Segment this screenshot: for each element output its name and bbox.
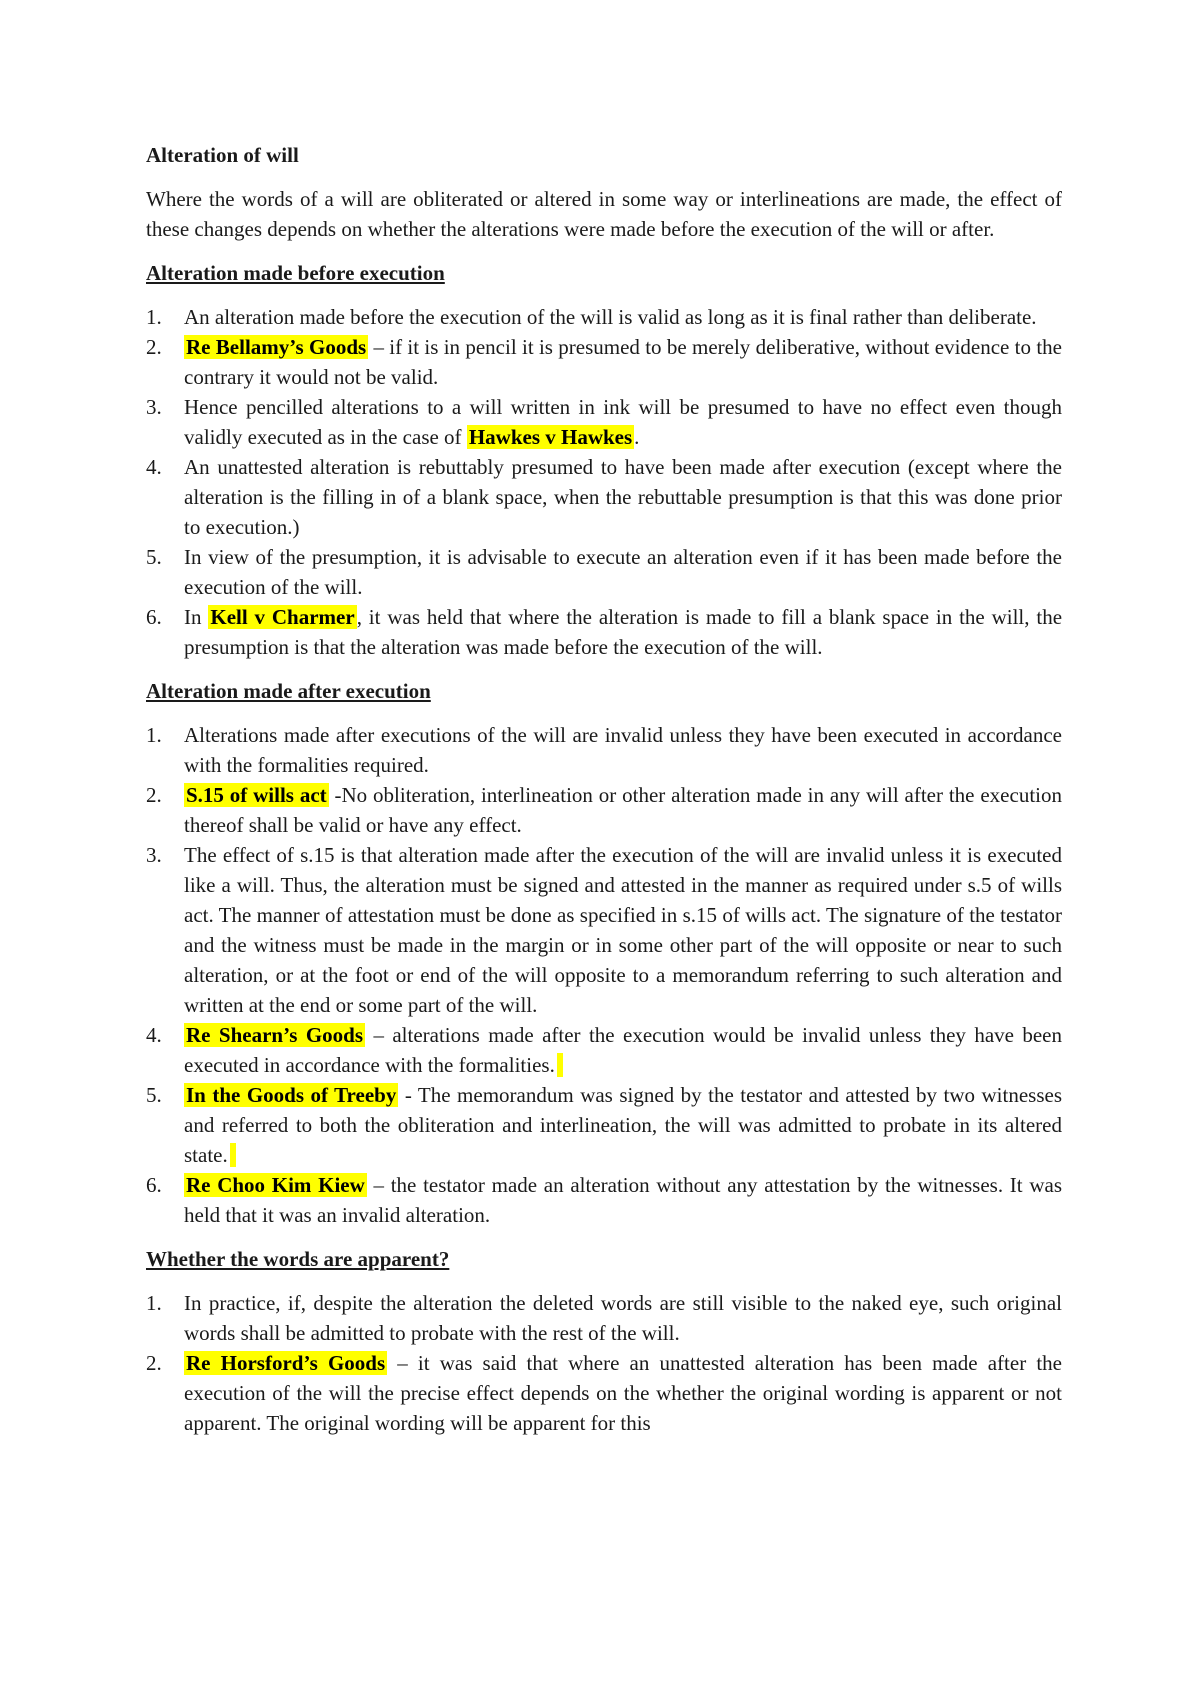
list-item	[146, 392, 1062, 452]
list-number: 5.	[146, 545, 162, 569]
document-page	[146, 140, 1062, 1452]
item-text: Hence pencilled alterations to a will written in ink will be presumed to have no effect even though validly executed as in the case of	[184, 395, 1062, 449]
list-item	[146, 602, 1062, 662]
case-name-highlight: Re Bellamy’s Goods	[186, 335, 367, 359]
highlight-marker	[557, 1053, 563, 1077]
highlight-marker	[230, 1143, 236, 1167]
section-heading-words-apparent: Whether the words are apparent?	[146, 1247, 450, 1271]
item-text: – if it is in pencil it is presumed to be merely deliberative, without evidence to the contrary it would not be valid.	[184, 335, 1062, 389]
item-text: .	[634, 425, 640, 449]
list-number: 2.	[146, 1351, 162, 1375]
list-number: 6.	[146, 1173, 162, 1197]
item-text: -No obliteration, interlineation or other alteration made in any will after the execution thereof shall be valid or have any effect.	[184, 783, 1062, 837]
list-number: 3.	[146, 843, 162, 867]
case-name-highlight: S.15 of wills act	[186, 783, 327, 807]
case-name-highlight: Re Shearn’s Goods	[186, 1023, 364, 1047]
list-item	[146, 1020, 1062, 1080]
list-words-apparent	[146, 1288, 1062, 1438]
list-item	[146, 1288, 1062, 1348]
item-text: In view of the presumption, it is advisable to execute an alteration even if it has been made before the execution of the will.	[184, 545, 1062, 599]
list-number: 4.	[146, 1023, 162, 1047]
item-text: An unattested alteration is rebuttably presumed to have been made after execution (except where the alteration is the filling in of a blank space, when the rebuttable presumption is that this was done prior to execution.)	[184, 455, 1062, 539]
list-number: 4.	[146, 455, 162, 479]
list-number: 2.	[146, 335, 162, 359]
item-text: In	[184, 605, 209, 629]
list-after-execution	[146, 720, 1062, 1230]
list-number: 2.	[146, 783, 162, 807]
intro-paragraph: Where the words of a will are obliterated or altered in some way or interlineations are made, the effect of these changes depends on whether the alterations were made before the execution of the will or after.	[146, 187, 1062, 241]
list-item	[146, 840, 1062, 1020]
list-number: 1.	[146, 1291, 162, 1315]
document-title: Alteration of will	[146, 143, 299, 167]
list-number: 1.	[146, 723, 162, 747]
item-text: The effect of s.15 is that alteration made after the execution of the will are invalid unless it is executed like a will. Thus, the alteration must be signed and attested in the manner as required under s.5 of wills act. The manner of attestation must be done as specified in s.15 of wills act. The signature of the testator and the witness must be made in the margin or in some other part of the will opposite or near to such alteration, or at the foot or end of the will opposite to a memorandum referring to such alteration and written at the end or some part of the will.	[184, 843, 1062, 1017]
section-heading-after-execution: Alteration made after execution	[146, 679, 431, 703]
list-number: 6.	[146, 605, 162, 629]
item-text: Alterations made after executions of the will are invalid unless they have been executed in accordance with the formalities required.	[184, 723, 1062, 777]
item-text: , it was held that where the alteration is made to fill a blank space in the will, the presumption is that the alteration was made before the execution of the will.	[184, 605, 1063, 659]
list-item	[146, 1080, 1062, 1170]
case-name-highlight: In the Goods of Treeby	[186, 1083, 397, 1107]
list-before-execution	[146, 302, 1062, 662]
item-text: – the testator made an alteration without any attestation by the witnesses. It was held that it was an invalid alteration.	[184, 1173, 1062, 1227]
list-number: 1.	[146, 305, 162, 329]
list-item	[146, 720, 1062, 780]
case-name-highlight: Hawkes v Hawkes	[468, 425, 633, 449]
case-name-highlight: Kell v Charmer	[210, 605, 355, 629]
list-item	[146, 1170, 1062, 1230]
list-item	[146, 1348, 1062, 1438]
list-item	[146, 452, 1062, 542]
list-item	[146, 332, 1062, 392]
item-text: – alterations made after the execution would be invalid unless they have been executed in accordance with the formalities.	[184, 1023, 1062, 1077]
list-number: 3.	[146, 395, 162, 419]
list-item	[146, 542, 1062, 602]
list-item	[146, 302, 1062, 332]
section-heading-before-execution: Alteration made before execution	[146, 261, 445, 285]
item-text: An alteration made before the execution of the will is valid as long as it is final rather than deliberate.	[184, 305, 1037, 329]
list-number: 5.	[146, 1083, 162, 1107]
item-text: - The memorandum was signed by the testator and attested by two witnesses and referred to both the obliteration and interlineation, the will was admitted to probate in its altered state.	[184, 1083, 1063, 1167]
case-name-highlight: Re Horsford’s Goods	[186, 1351, 386, 1375]
item-text: In practice, if, despite the alteration the deleted words are still visible to the naked eye, such original words shall be admitted to probate with the rest of the will.	[184, 1291, 1062, 1345]
case-name-highlight: Re Choo Kim Kiew	[186, 1173, 365, 1197]
item-text: – it was said that where an unattested alteration has been made after the execution of the will the precise effect depends on the whether the original wording is apparent or not apparent. The original wording will be apparent for this	[184, 1351, 1062, 1435]
list-item	[146, 780, 1062, 840]
